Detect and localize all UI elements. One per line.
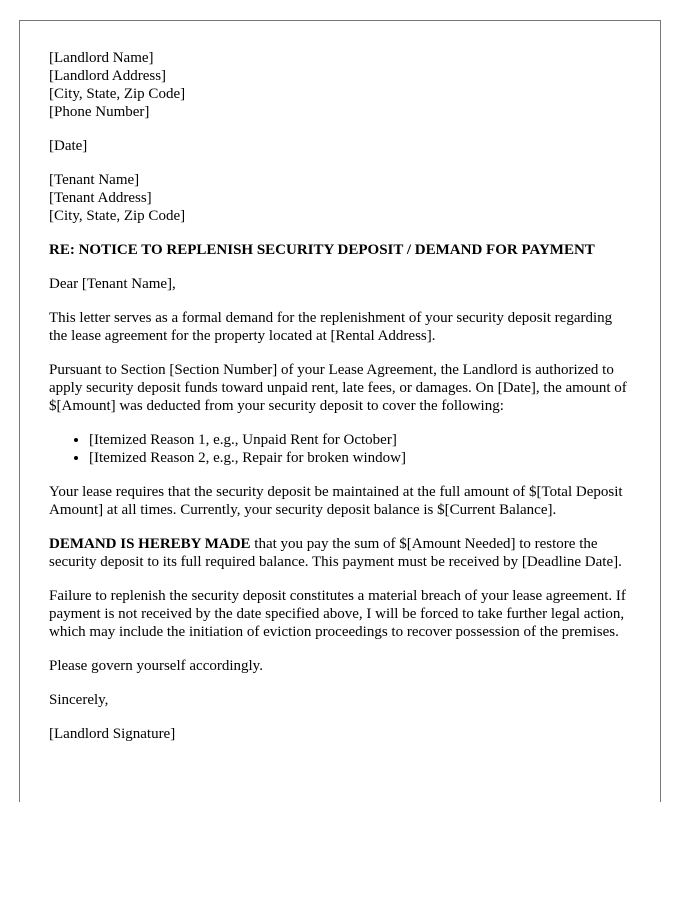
itemized-item: • [Itemized Reason 1, e.g., Unpaid Rent for October] xyxy=(89,431,634,449)
signature-line: [Landlord Signature] xyxy=(49,726,176,742)
pursuant-paragraph: Pursuant to Section [Section Number] of your Lease Agreement, the Landlord is authorized to apply security deposit funds toward unpaid rent, late fees, or damages. On [Date], the amount of $[Amount] was deducted from your security deposit to cover the following: xyxy=(49,362,627,414)
landlord-phone: [Phone Number] xyxy=(49,104,150,120)
demand-emphasis: DEMAND IS HEREBY MADE xyxy=(49,536,251,552)
subject-line: RE: NOTICE TO REPLENISH SECURITY DEPOSIT / DEMAND FOR PAYMENT xyxy=(49,242,595,258)
tenant-address: [Tenant Address] xyxy=(49,190,152,206)
failure-paragraph: Failure to replenish the security deposit constitutes a material breach of your lease agreement. If payment is not received by the date specified above, I will be forced to take further legal action, which may include the initiation of eviction proceedings to recover possession of the premises. xyxy=(49,588,626,640)
letter-date: [Date] xyxy=(49,138,88,154)
tenant-address-block xyxy=(49,171,634,225)
demand-text: that you pay the sum of $[Amount Needed] to restore the security deposit to its full required balance. This payment must be received by [Deadline Date]. xyxy=(49,536,622,570)
landlord-address-block xyxy=(49,49,634,121)
landlord-name: [Landlord Name] xyxy=(49,50,154,66)
salutation: Dear [Tenant Name], xyxy=(49,276,176,292)
date-block xyxy=(49,137,634,155)
closing: Sincerely, xyxy=(49,692,109,708)
lease-requirement-paragraph: Your lease requires that the security deposit be maintained at the full amount of $[Total Deposit Amount] at all times. Currently, your security deposit balance is $[Current Balance]. xyxy=(49,484,623,518)
tenant-name: [Tenant Name] xyxy=(49,172,140,188)
intro-paragraph: This letter serves as a formal demand for the replenishment of your security deposit regarding the lease agreement for the property located at [Rental Address]. xyxy=(49,310,613,344)
itemized-list xyxy=(49,431,634,467)
landlord-address: [Landlord Address] xyxy=(49,68,167,84)
letter-page xyxy=(19,20,661,802)
tenant-city-state-zip: [City, State, Zip Code] xyxy=(49,208,186,224)
demand-paragraph xyxy=(49,535,634,571)
letter-content xyxy=(49,49,634,759)
govern-paragraph: Please govern yourself accordingly. xyxy=(49,658,263,674)
itemized-item: • [Itemized Reason 2, e.g., Repair for broken window] xyxy=(89,449,634,467)
landlord-city-state-zip: [City, State, Zip Code] xyxy=(49,86,186,102)
